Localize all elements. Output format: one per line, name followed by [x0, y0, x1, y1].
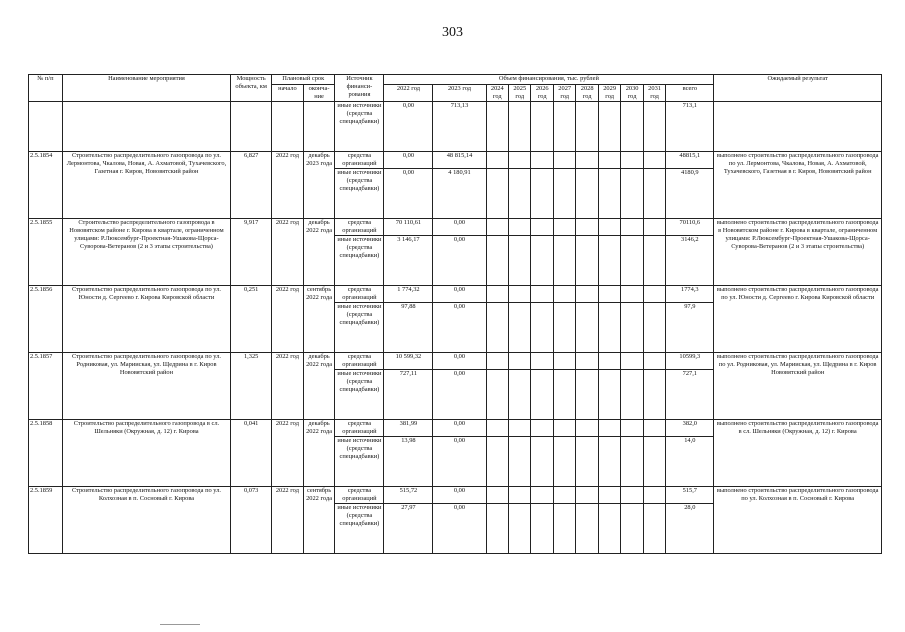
table-row: [29, 152, 882, 169]
row-other-2022: 727,11: [384, 370, 433, 420]
row-start: 2022 год: [272, 353, 304, 420]
row-other-total: 727,1: [666, 370, 714, 420]
header-volume: Объем финансирования, тыс. рублей: [384, 75, 714, 85]
carryover-num: [29, 102, 63, 152]
row-result: выполнено строительство распределительного газопровода по ул. Колхозная в п. Сосновый г. Кирова: [714, 487, 882, 554]
row-orgs-2023: 0,00: [433, 219, 486, 236]
carryover-row: [29, 102, 882, 152]
row-orgs-2023: 0,00: [433, 286, 486, 303]
row-end: сентябрь 2022 года: [303, 286, 335, 353]
header-total: всего: [666, 85, 714, 102]
row-orgs-total: 382,0: [666, 420, 714, 437]
header-2029: 2029 год: [598, 85, 620, 102]
row-orgs-2022: 515,72: [384, 487, 433, 504]
row-result: выполнено строительство распределительного газопровода по ул. Юности д. Сергеево г. Кирова Кировской области: [714, 286, 882, 353]
row-capacity: 9,917: [231, 219, 272, 286]
table-row: [29, 219, 882, 236]
header-end: оконча-ние: [303, 85, 335, 102]
financing-table: [28, 74, 882, 554]
row-orgs-2023: 48 815,14: [433, 152, 486, 169]
row-source-other: иные источники (средства спецнадбавки): [335, 370, 384, 420]
header-2030: 2030 год: [621, 85, 643, 102]
header-start: начало: [272, 85, 304, 102]
row-other-total: 4180,9: [666, 169, 714, 219]
table-row: [29, 487, 882, 504]
footer-rule: [160, 624, 200, 625]
row-orgs-2022: 381,99: [384, 420, 433, 437]
row-other-2023: 0,00: [433, 370, 486, 420]
row-num: 2.5.1859: [29, 487, 63, 554]
row-result: выполнено строительство распределительного газопровода по ул. Родниковая, ул. Марииская, ул. Щедрина в г. Киров Нововятский район: [714, 353, 882, 420]
row-end: сентябрь 2022 года: [303, 487, 335, 554]
row-other-2023: 0,00: [433, 437, 486, 487]
row-start: 2022 год: [272, 487, 304, 554]
row-source-orgs: средства организаций: [335, 353, 384, 370]
carryover-result: [714, 102, 882, 152]
header-capacity: Мощность объекта, км: [231, 75, 272, 102]
carryover-end: [303, 102, 335, 152]
row-source-orgs: средства организаций: [335, 219, 384, 236]
row-start: 2022 год: [272, 152, 304, 219]
header-2031: 2031 год: [643, 85, 665, 102]
row-other-2022: 97,88: [384, 303, 433, 353]
header-2027: 2027 год: [553, 85, 575, 102]
row-orgs-2023: 0,00: [433, 353, 486, 370]
header-period: Плановый срок: [272, 75, 335, 85]
carryover-2022: 0,00: [384, 102, 433, 152]
row-num: 2.5.1855: [29, 219, 63, 286]
row-other-total: 28,0: [666, 504, 714, 554]
table-row: [29, 353, 882, 370]
row-result: выполнено строительство распределительного газопровода по ул. Лермонтова, Чкалова, Новая, А. Ахматовой, Тухачевского, Газетная в г. Киров, Нововятский район: [714, 152, 882, 219]
row-name: Строительство распределительного газопровода в сл. Шельняки (Окружная, д. 12) г. Кирова: [62, 420, 231, 487]
row-name: Строительство распределительного газопровода по ул. Родниковая, ул. Марииская, ул. Щедрина в г. Киров Нововятский район: [62, 353, 231, 420]
row-source-other: иные источники (средства спецнадбавки): [335, 169, 384, 219]
row-other-2023: 0,00: [433, 236, 486, 286]
row-orgs-total: 1774,3: [666, 286, 714, 303]
row-end: декабрь 2022 года: [303, 353, 335, 420]
row-other-2022: 13,98: [384, 437, 433, 487]
row-orgs-2022: 10 599,32: [384, 353, 433, 370]
carryover-source: иные источники (средства спецнадбавки): [335, 102, 384, 152]
row-orgs-2023: 0,00: [433, 487, 486, 504]
row-num: 2.5.1857: [29, 353, 63, 420]
header-2023: 2023 год: [433, 85, 486, 102]
row-orgs-total: 48815,1: [666, 152, 714, 169]
row-source-orgs: средства организаций: [335, 420, 384, 437]
row-other-2022: 0,00: [384, 169, 433, 219]
row-capacity: 0,073: [231, 487, 272, 554]
row-result: выполнено строительство распределительного газопровода в Нововятском районе г. Кирова в квартале, ограниченном улицами: Р.Люксембург-Проектная-Ушакова-Щорса-Суворова-Ветеранов (2 и 3 этапы строительства): [714, 219, 882, 286]
header-2028: 2028 год: [576, 85, 598, 102]
header-name: Наименование мероприятия: [62, 75, 231, 102]
carryover-total: 713,1: [666, 102, 714, 152]
row-orgs-2023: 0,00: [433, 420, 486, 437]
row-orgs-total: 10599,3: [666, 353, 714, 370]
row-orgs-2022: 70 110,61: [384, 219, 433, 236]
row-orgs-2022: 0,00: [384, 152, 433, 169]
row-other-2022: 3 146,17: [384, 236, 433, 286]
row-end: декабрь 2023 года: [303, 152, 335, 219]
row-other-2023: 0,00: [433, 504, 486, 554]
row-source-other: иные источники (средства спецнадбавки): [335, 437, 384, 487]
row-capacity: 6,827: [231, 152, 272, 219]
row-start: 2022 год: [272, 219, 304, 286]
header-result: Ожидаемый результат: [714, 75, 882, 102]
row-name: Строительство распределительного газопровода по ул. Юности д. Сергеево г. Кирова Кировской области: [62, 286, 231, 353]
row-capacity: 0,251: [231, 286, 272, 353]
row-other-2023: 0,00: [433, 303, 486, 353]
row-name: Строительство распределительного газопровода в Нововятском районе г. Кирова в квартале, ограниченном улицами: Р.Люксембург-Проектная-Ушакова-Щорса-Суворова-Ветеранов (2 и 3 этапы строительства): [62, 219, 231, 286]
row-result: выполнено строительство распределительного газопровода в сл. Шельняки (Окружная, д. 12) г. Кирова: [714, 420, 882, 487]
row-source-orgs: средства организаций: [335, 487, 384, 504]
row-name: Строительство распределительного газопровода по ул. Колхозная в п. Сосновый г. Кирова: [62, 487, 231, 554]
row-source-other: иные источники (средства спецнадбавки): [335, 236, 384, 286]
row-source-other: иные источники (средства спецнадбавки): [335, 504, 384, 554]
row-orgs-total: 70110,6: [666, 219, 714, 236]
header-num: № п/п: [29, 75, 63, 102]
carryover-start: [272, 102, 304, 152]
row-source-other: иные источники (средства спецнадбавки): [335, 303, 384, 353]
row-num: 2.5.1854: [29, 152, 63, 219]
row-other-total: 3146,2: [666, 236, 714, 286]
row-other-2022: 27,97: [384, 504, 433, 554]
header-2024: 2024 год: [486, 85, 508, 102]
row-end: декабрь 2022 года: [303, 420, 335, 487]
header-2025: 2025 год: [509, 85, 531, 102]
table-header: [29, 75, 882, 102]
row-num: 2.5.1856: [29, 286, 63, 353]
row-capacity: 1,325: [231, 353, 272, 420]
table-row: [29, 286, 882, 303]
header-source: Источник финанси-рования: [335, 75, 384, 102]
row-num: 2.5.1858: [29, 420, 63, 487]
row-source-orgs: средства организаций: [335, 286, 384, 303]
row-name: Строительство распределительного газопровода по ул. Лермонтова, Чкалова, Новая, А. Ахматовой, Тухачевского, Газетная г. Киров, Нововятский район: [62, 152, 231, 219]
carryover-name: [62, 102, 231, 152]
row-start: 2022 год: [272, 286, 304, 353]
table-body: [29, 102, 882, 554]
row-other-2023: 4 180,91: [433, 169, 486, 219]
row-orgs-2022: 1 774,32: [384, 286, 433, 303]
table-row: [29, 420, 882, 437]
page-number: 303: [442, 25, 463, 40]
row-other-total: 14,0: [666, 437, 714, 487]
carryover-2023: 713,13: [433, 102, 486, 152]
row-orgs-total: 515,7: [666, 487, 714, 504]
header-2022: 2022 год: [384, 85, 433, 102]
row-start: 2022 год: [272, 420, 304, 487]
carryover-capacity: [231, 102, 272, 152]
row-source-orgs: средства организаций: [335, 152, 384, 169]
row-capacity: 0,041: [231, 420, 272, 487]
row-end: декабрь 2022 года: [303, 219, 335, 286]
row-other-total: 97,9: [666, 303, 714, 353]
header-2026: 2026 год: [531, 85, 553, 102]
